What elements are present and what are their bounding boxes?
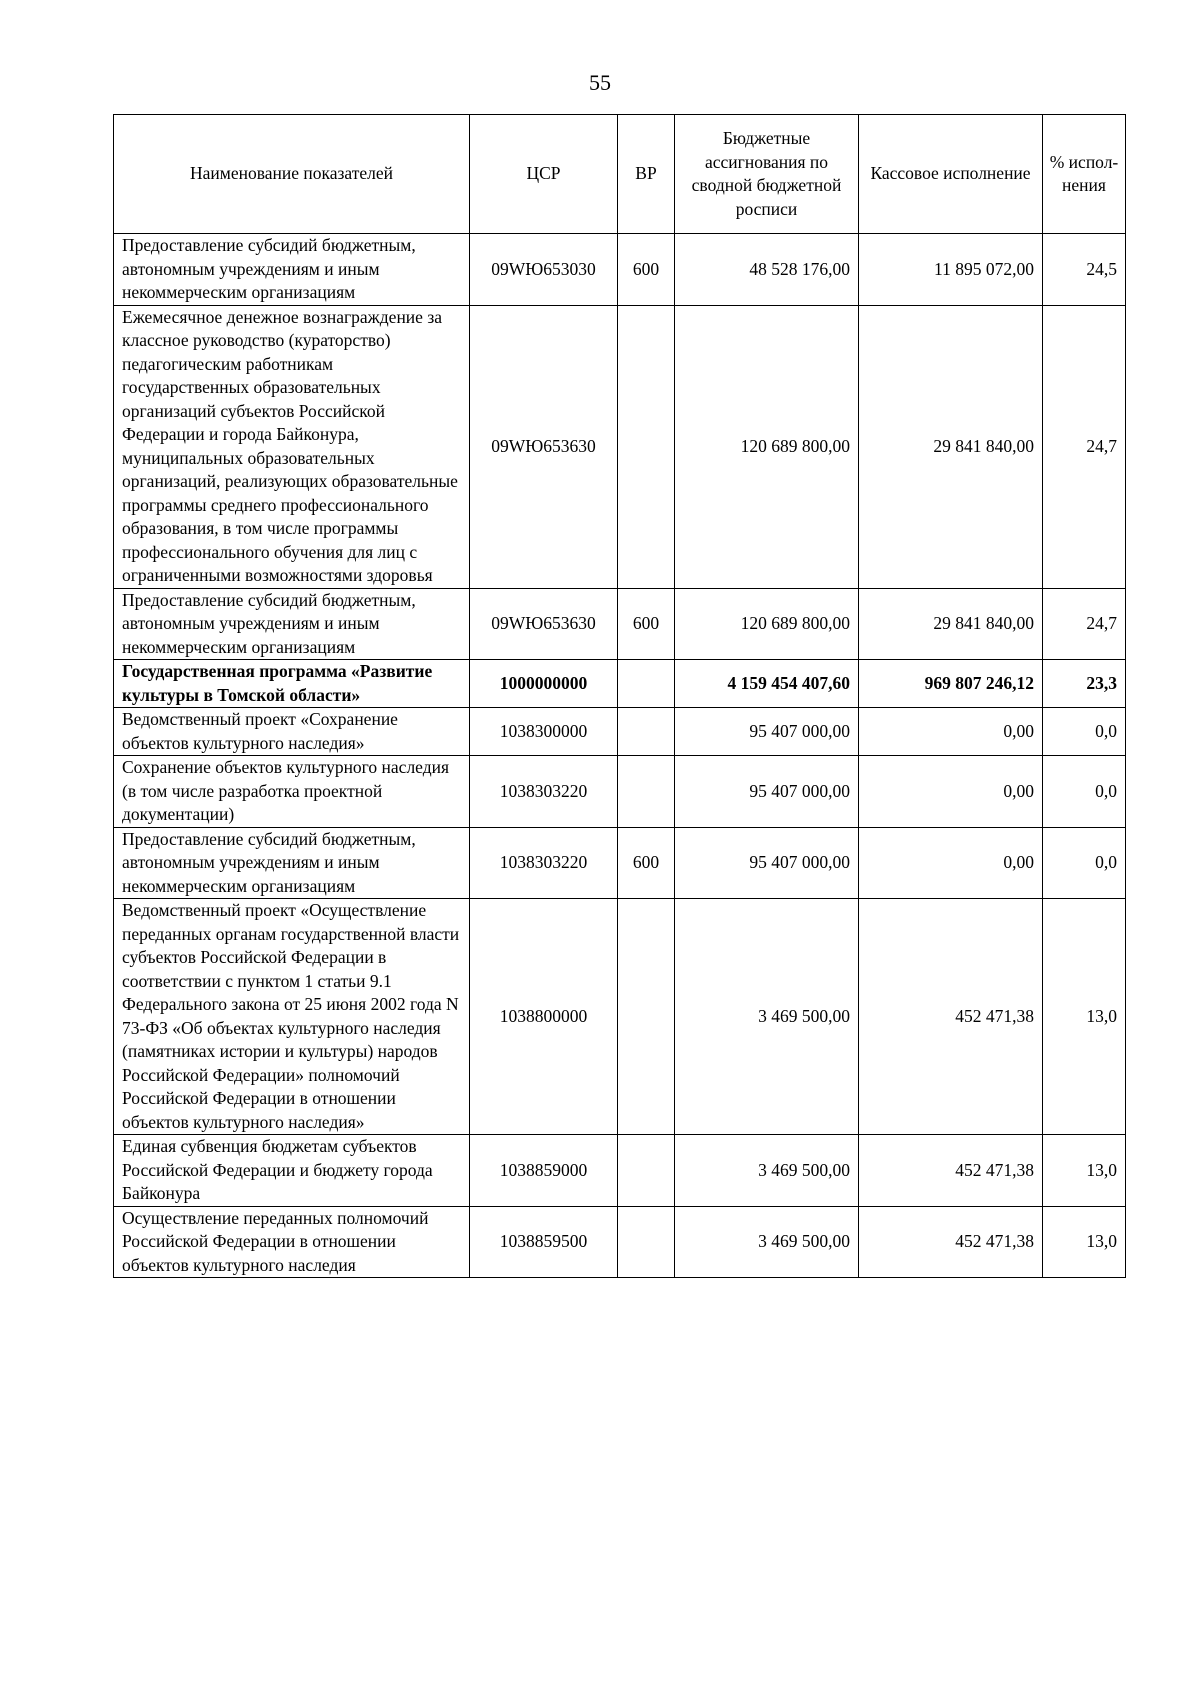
row-name: Предоставление субсидий бюджетным, автономным учреждениям и иным некоммерческим организациям	[114, 588, 470, 660]
row-cash: 969 807 246,12	[859, 660, 1043, 708]
row-name: Государственная программа «Развитие культуры в Томской области»	[114, 660, 470, 708]
row-vr: 600	[618, 827, 675, 899]
page-number: 55	[589, 70, 611, 95]
row-name: Ведомственный проект «Осуществление переданных органам государственной власти субъектов Российской Федерации в соответствии с пунктом 1 статьи 9.1 Федерального закона от 25 июня 2002 года N 73-ФЗ «Об объектах культурного наследия (памятниках истории и культуры) народов Российской Федерации» полномочий Российской Федерации в отношении объектов культурного наследия»	[114, 899, 470, 1135]
row-pct: 0,0	[1043, 708, 1126, 756]
row-name: Ежемесячное денежное вознаграждение за классное руководство (кураторство) педагогическим работникам государственных образовательных организаций субъектов Российской Федерации и города Байконура, муниципальных образовательных организаций, реализующих образовательные программы среднего профессионального образования, в том числе программы профессионального обучения для лиц с ограниченными возможностями здоровья	[114, 305, 470, 588]
row-name: Предоставление субсидий бюджетным, автономным учреждениям и иным некоммерческим организациям	[114, 827, 470, 899]
column-header-name: Наименование показателей	[114, 115, 470, 234]
row-cash: 0,00	[859, 708, 1043, 756]
table-row	[114, 234, 1126, 306]
row-csr: 09WЮ653630	[470, 588, 618, 660]
row-vr	[618, 305, 675, 588]
table-header-row	[114, 115, 1126, 234]
row-csr: 1038859000	[470, 1135, 618, 1207]
row-name: Сохранение объектов культурного наследия (в том числе разработка проектной документации)	[114, 756, 470, 828]
row-vr	[618, 1206, 675, 1278]
row-csr: 09WЮ653630	[470, 305, 618, 588]
row-budget: 48 528 176,00	[675, 234, 859, 306]
row-vr	[618, 756, 675, 828]
row-vr: 600	[618, 588, 675, 660]
row-budget: 3 469 500,00	[675, 1135, 859, 1207]
row-budget: 95 407 000,00	[675, 756, 859, 828]
row-name: Осуществление переданных полномочий Российской Федерации в отношении объектов культурного наследия	[114, 1206, 470, 1278]
column-header-vr: ВР	[618, 115, 675, 234]
row-budget: 3 469 500,00	[675, 1206, 859, 1278]
table-row	[114, 1206, 1126, 1278]
column-header-cash: Кассовое исполнение	[859, 115, 1043, 234]
row-budget: 95 407 000,00	[675, 708, 859, 756]
table-row	[114, 708, 1126, 756]
row-csr: 1038300000	[470, 708, 618, 756]
row-name: Ведомственный проект «Сохранение объектов культурного наследия»	[114, 708, 470, 756]
row-budget: 120 689 800,00	[675, 305, 859, 588]
row-cash: 452 471,38	[859, 899, 1043, 1135]
table-row	[114, 899, 1126, 1135]
row-cash: 452 471,38	[859, 1135, 1043, 1207]
row-budget: 4 159 454 407,60	[675, 660, 859, 708]
row-pct: 0,0	[1043, 756, 1126, 828]
column-header-budget: Бюджетные ассигнования по сводной бюджетной росписи	[675, 115, 859, 234]
table-row	[114, 305, 1126, 588]
row-cash: 0,00	[859, 756, 1043, 828]
table-row	[114, 756, 1126, 828]
row-budget: 95 407 000,00	[675, 827, 859, 899]
row-pct: 0,0	[1043, 827, 1126, 899]
row-cash: 0,00	[859, 827, 1043, 899]
table-row-program	[114, 660, 1126, 708]
row-name: Единая субвенция бюджетам субъектов Российской Федерации и бюджету города Байконура	[114, 1135, 470, 1207]
row-budget: 3 469 500,00	[675, 899, 859, 1135]
row-csr: 09WЮ653030	[470, 234, 618, 306]
row-csr: 1038800000	[470, 899, 618, 1135]
row-vr	[618, 1135, 675, 1207]
row-vr	[618, 660, 675, 708]
budget-execution-table	[113, 114, 1126, 1278]
row-csr: 1038303220	[470, 827, 618, 899]
row-pct: 13,0	[1043, 1135, 1126, 1207]
row-csr: 1000000000	[470, 660, 618, 708]
row-pct: 23,3	[1043, 660, 1126, 708]
row-pct: 13,0	[1043, 1206, 1126, 1278]
row-pct: 24,7	[1043, 305, 1126, 588]
row-pct: 24,5	[1043, 234, 1126, 306]
row-cash: 452 471,38	[859, 1206, 1043, 1278]
row-cash: 29 841 840,00	[859, 588, 1043, 660]
table-row	[114, 827, 1126, 899]
row-vr: 600	[618, 234, 675, 306]
table-row	[114, 1135, 1126, 1207]
row-pct: 13,0	[1043, 899, 1126, 1135]
column-header-pct: % испол-нения	[1043, 115, 1126, 234]
row-vr	[618, 708, 675, 756]
column-header-csr: ЦСР	[470, 115, 618, 234]
row-cash: 11 895 072,00	[859, 234, 1043, 306]
row-budget: 120 689 800,00	[675, 588, 859, 660]
table-row	[114, 588, 1126, 660]
row-csr: 1038303220	[470, 756, 618, 828]
row-csr: 1038859500	[470, 1206, 618, 1278]
row-vr	[618, 899, 675, 1135]
row-cash: 29 841 840,00	[859, 305, 1043, 588]
row-name: Предоставление субсидий бюджетным, автономным учреждениям и иным некоммерческим организациям	[114, 234, 470, 306]
row-pct: 24,7	[1043, 588, 1126, 660]
